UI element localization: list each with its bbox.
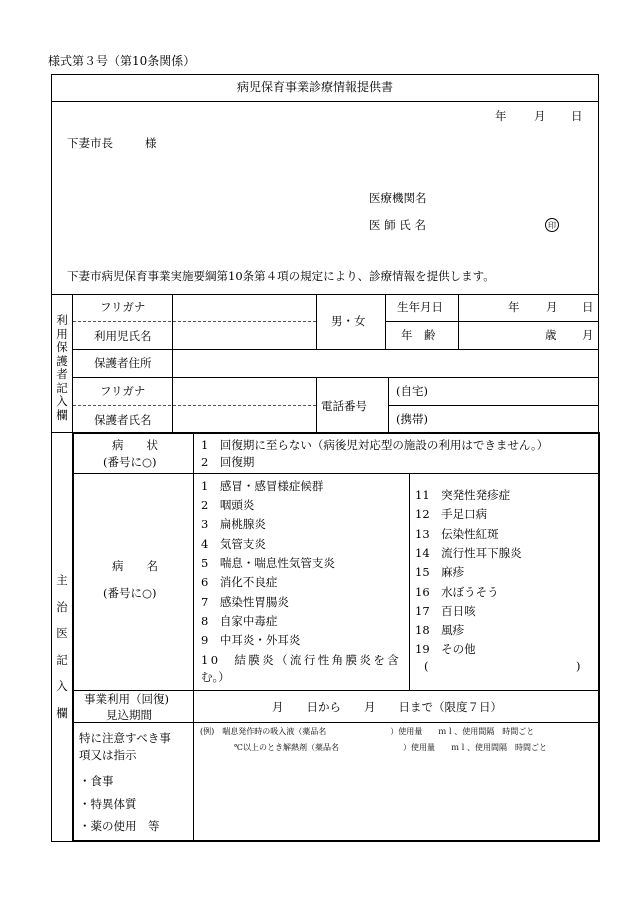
addressee-honorific: 様: [145, 136, 157, 150]
disease-item: 1 感冒・感冒様症候群: [201, 479, 324, 493]
symptom-option-1: 1 回復期に至らない（病後児対応型の施設の利用はできません。）: [201, 438, 549, 452]
guardian-label-divider: [172, 294, 173, 433]
symptom-option-2: 2 回復期: [201, 455, 255, 469]
notes-label-line1: 特に注意すべき事: [79, 731, 171, 745]
doctor-label-divider: [193, 434, 194, 840]
notes-label-line2: 項又は指示: [79, 748, 137, 762]
symptom-label: 病 状: [112, 438, 158, 452]
disease-item: 13 伝染性紅斑: [415, 527, 499, 541]
doctor-section-frame: [72, 432, 600, 842]
home-mobile-divider: [388, 405, 599, 406]
guardian-section-top: [51, 294, 599, 295]
furigana2-label: フリガナ: [100, 384, 146, 398]
disease-item: 17 百日咳: [415, 604, 476, 618]
disease-item: 16 水ぼうそう: [415, 585, 499, 599]
guardian-side-divider: [72, 294, 73, 433]
sex-options: 男・女: [331, 314, 366, 328]
example-line-1: (例) 喘息発作時の吸入液（薬品名 ）使用量 ｍｌ、使用間隔 時間ごと: [200, 727, 535, 736]
disease-item: 4 気管支炎: [201, 537, 266, 551]
disease-sub-label: (番号に○): [103, 586, 157, 600]
form-outer-frame: [51, 74, 599, 433]
sex-left-divider: [316, 294, 317, 349]
disease-item: 2 咽頭炎: [201, 498, 255, 512]
guardian-side-label: 利 用 保 護 者 記 入 欄: [56, 313, 68, 422]
child-name-label: 利用児氏名: [94, 329, 152, 343]
addressee-name: 下妻市長: [67, 136, 113, 150]
period-label-line1: 事業利用（回復): [84, 692, 169, 706]
date-day: 日: [571, 109, 583, 123]
disease-item: 15 麻疹: [415, 565, 465, 579]
symptom-row-bottom: [74, 473, 598, 474]
period-text: 月 日から 月 日まで（限度７日）: [272, 700, 502, 714]
disease-label: 病 名: [112, 559, 158, 573]
form-number: 様式第３号（第10条関係）: [48, 54, 196, 68]
medical-facility-label: 医療機関名: [369, 191, 427, 205]
disease-item: 7 感染性胃腸炎: [201, 595, 289, 609]
symptom-sub-label: (番号に○): [103, 455, 157, 469]
disease-item: 18 風疹: [415, 623, 465, 637]
disease-item: 3 扁桃腺炎: [201, 517, 266, 531]
date-year: 年: [495, 109, 507, 123]
doctor-side-label: 主 治 医 記 入 欄: [56, 573, 68, 720]
furigana-dash: [73, 321, 316, 322]
age-years-unit: 歳: [545, 328, 557, 342]
phone-home-label: (自宅): [396, 384, 428, 398]
disease-item: 10 結膜炎（流行性角膜炎を含: [201, 653, 402, 667]
notes-item: ・食事: [79, 774, 114, 788]
statement: 下妻市病児保育事業実施要綱第10条第４項の規定により、診療情報を提供します。: [67, 269, 495, 283]
disease-item: 11 突発性発疹症: [415, 488, 511, 502]
address-row-bottom: [73, 377, 599, 378]
notes-item: ・特異体質: [79, 797, 137, 811]
disease-item: 19 その他: [415, 642, 476, 656]
phone-mobile-label: (携帯): [396, 412, 428, 426]
disease-column-divider: [409, 474, 410, 690]
age-months-unit: 月: [582, 328, 594, 342]
doctor-name-label: 医 師 氏 名: [369, 218, 426, 232]
birth-month-unit: 月: [546, 300, 558, 314]
other-close-paren: ): [576, 659, 581, 673]
furigana2-dash: [73, 405, 316, 406]
birth-day-unit: 日: [582, 300, 594, 314]
notes-item: ・薬の使用 等: [79, 819, 160, 833]
example-line-2: ℃以上のとき解熱剤（薬品名 ）使用量 ｍｌ、使用間隔 時間ごと: [234, 743, 547, 752]
furigana-label: フリガナ: [100, 300, 146, 314]
disease-row-bottom: [74, 690, 598, 691]
disease-item: 5 喘息・喘息性気管支炎: [201, 556, 335, 570]
other-open-paren: (: [424, 659, 429, 673]
guardian-name-label: 保護者氏名: [94, 413, 152, 427]
disease-item: 9 中耳炎・外耳炎: [201, 633, 301, 647]
disease-item: 14 流行性耳下腺炎: [415, 546, 522, 560]
disease-item: 6 消化不良症: [201, 575, 278, 589]
period-label-line2: 見込期間: [106, 708, 152, 722]
period-row-bottom: [74, 722, 598, 723]
child-row-bottom: [73, 349, 599, 350]
disease-item: 12 手足口病: [415, 507, 488, 521]
disease-item-continued: む。）: [201, 670, 230, 684]
birth-year-unit: 年: [508, 300, 520, 314]
phone-label: 電話番号: [321, 399, 367, 413]
age-label: 年 齢: [401, 328, 436, 342]
seal-mark: 印: [545, 218, 559, 232]
phone-left-divider: [316, 377, 317, 433]
birth-age-divider: [385, 321, 599, 322]
form-title: 病児保育事業診療情報提供書: [236, 80, 393, 94]
disease-item: 8 自家中毒症: [201, 614, 278, 628]
guardian-address-label: 保護者住所: [94, 356, 152, 370]
birth-date-label: 生年月日: [397, 300, 443, 314]
title-divider: [51, 101, 599, 102]
date-month: 月: [534, 109, 546, 123]
